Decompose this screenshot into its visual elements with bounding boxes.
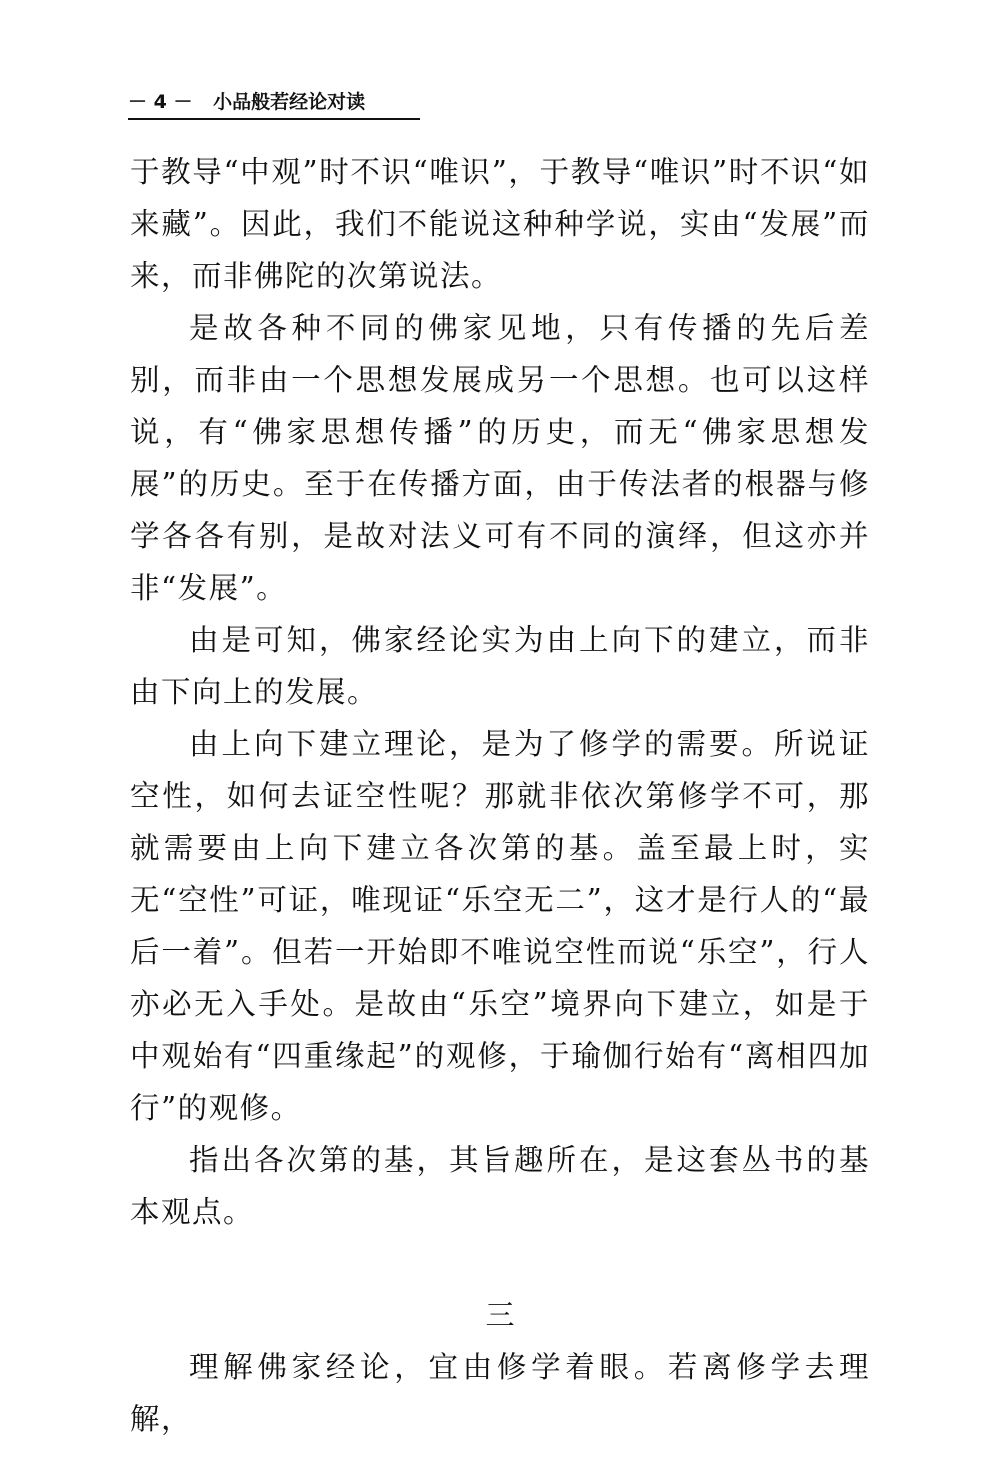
paragraph: 是故各种不同的佛家见地，只有传播的先后差别，而非由一个思想发展成另一个思想。也可以这样说，有“佛家思想传播”的历史，而无“佛家思想发展”的历史。至于在传播方面，由于传法者的根器与修学各各有别，是故对法义可有不同的演绎，但这亦并非“发展”。 (130, 311, 870, 605)
paragraph-continued: 于教导“中观”时不识“唯识”，于教导“唯识”时不识“如来藏”。因此，我们不能说这种种学说，实由“发展”而来，而非佛陀的次第说法。 (130, 155, 870, 293)
paragraph: 指出各次第的基，其旨趣所在，是这套丛书的基本观点。 (130, 1143, 870, 1229)
paragraph: 由上向下建立理论，是为了修学的需要。所说证空性，如何去证空性呢？那就非依次第修学不可，那就需要由上向下建立各次第的基。盖至最上时，实无“空性”可证，唯现证“乐空无二”，这才是行人的“最后一着”。但若一开始即不唯说空性而说“乐空”，行人亦必无入手处。是故由“乐空”境界向下建立，如是于中观始有“四重缘起”的观修，于瑜伽行始有“离相四加行”的观修。 (130, 727, 870, 1125)
paragraph: 由是可知，佛家经论实为由上向下的建立，而非由下向上的发展。 (130, 623, 870, 709)
page-number: － 4 － (128, 91, 193, 113)
running-header (128, 88, 420, 120)
section-spacer (130, 1238, 870, 1289)
paragraph: 理解佛家经论，宜由修学着眼。若离修学去理解， (130, 1350, 870, 1436)
book-title: 小品般若经论对读 (213, 91, 366, 113)
section-heading: 三 (485, 1298, 515, 1332)
body-text (130, 146, 870, 1445)
